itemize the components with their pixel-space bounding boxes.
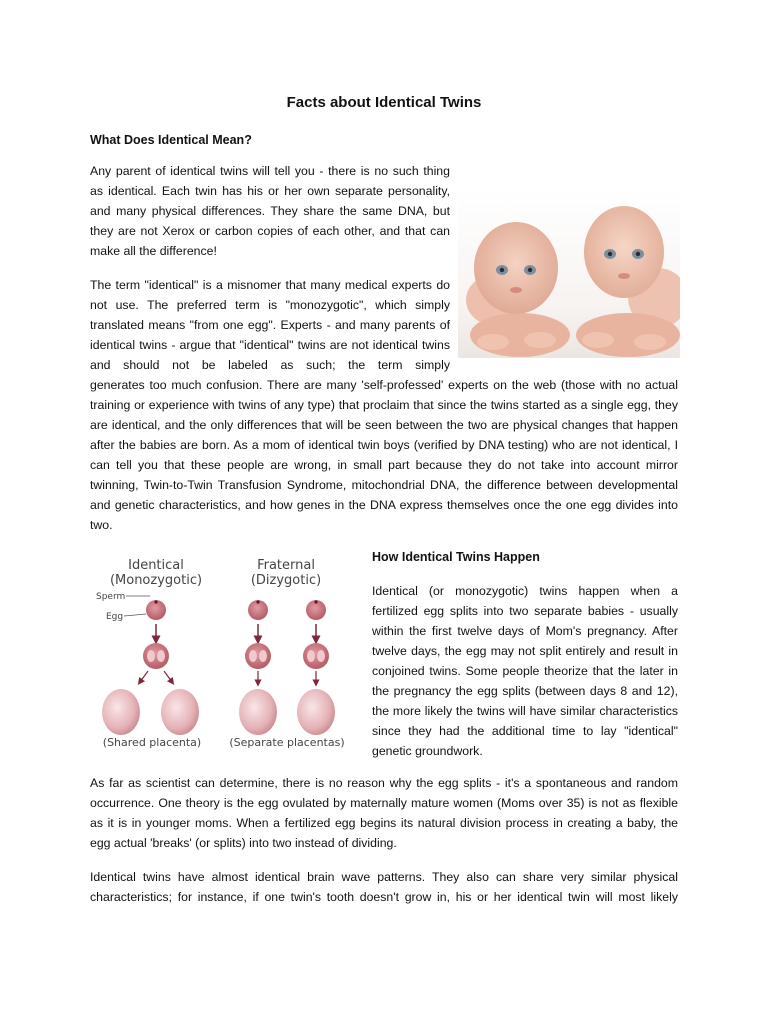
paragraph-parents: Any parent of identical twins will tell you - there is no such thing as identical. Each twin has his or her own separate personality, and many physical differences. They share the same DNA, but they are not Xerox or carbon copies of each other, and that can make all the difference! [90, 164, 450, 258]
paragraph-egg-splits: As far as scientist can determine, there is no reason why the egg splits - it's a spontaneous and random occurrence. One theory is the egg ovulated by maternally mature women (Moms over 35) is not as flexible as it is in younger moms. When a fertilized egg begins its natural division process in creating a baby, the egg actual 'breaks' (or splits) into two instead of dividing. [90, 776, 678, 850]
separate-placentas-caption: (Separate placentas) [229, 736, 345, 749]
identical-title: Identical [128, 558, 184, 573]
monozygotic-subtitle: (Monozygotic) [109, 573, 203, 588]
paragraph-misnomer-start: The term "identical" is a misnomer that many medical experts do not use. The preferred term is "monozygotic", which simply translated means "from one egg". Experts - and many parents of identical twins - argue that "identical" twins are not identical twins and should not be labeled as such; the term simply [90, 278, 450, 372]
identical-cell-right [157, 650, 165, 662]
paragraph-brain-waves: Identical twins have almost identical brain wave patterns. They also can share very similar physical characteristics; for instance, if one twin's tooth doesn't grow in, his or her identical twin will most likely [90, 870, 678, 904]
fraternal-dividing-egg-right [303, 643, 329, 669]
identical-cell-left [147, 650, 155, 662]
shared-placenta-left [102, 689, 140, 735]
fraternal-left-cell-b [259, 650, 267, 662]
separate-placenta-right [297, 689, 335, 735]
fraternal-right-cell-a [307, 650, 315, 662]
fraternal-sperm-right [314, 600, 317, 603]
shared-placenta-caption: (Shared placenta) [102, 736, 202, 749]
section-heading-how-twins-happen: How Identical Twins Happen [372, 550, 540, 564]
fraternal-right-cell-b [317, 650, 325, 662]
fraternal-dividing-egg-left [245, 643, 271, 669]
fraternal-sperm-left [256, 600, 259, 603]
twin-formation-diagram [88, 552, 358, 754]
identical-arrow-2a [140, 671, 148, 682]
identical-splitting-egg [143, 643, 169, 669]
fraternal-title: Fraternal [257, 558, 315, 573]
section-heading-identical-meaning: What Does Identical Mean? [90, 133, 252, 147]
identical-arrow-2b [164, 671, 172, 682]
paragraph-monozygotic: Identical (or monozygotic) twins happen when a fertilized egg splits into two separate babies - usually within the first twelve days of Mom's pregnancy. After twelve days, the egg may not split entirely and result in conjoined twins. Some people theorize that the later in the pregnancy the egg splits (between days 8 and 12), the more likely the twins will have similar characteristics since they had the additional time to lay "identical" genetic groundwork. [372, 584, 678, 758]
dizygotic-subtitle: (Dizygotic) [250, 573, 322, 588]
separate-placenta-left [239, 689, 277, 735]
page-title: Facts about Identical Twins [286, 94, 482, 111]
sperm-dot [154, 600, 157, 603]
twin-babies-photo [458, 190, 680, 358]
babies-illustration [458, 190, 680, 358]
sperm-label: Sperm [96, 592, 126, 602]
egg-pointer [124, 614, 146, 616]
fraternal-left-cell-a [249, 650, 257, 662]
paragraph-misnomer-continued: generates too much confusion. There are many 'self-professed' experts on the web (those with no actual training or experience with twins of any type) that proclaim that since the twins started as a single egg, they are identical, and the only differences that will be seen between the two are physical changes that happen after the babies are born. As a mom of identical twin boys (verified by DNA testing) who are not identical, I can tell you that these people are wrong, in small part because they do not take into account mirror twinning, Twin-to-Twin Transfusion Syndrome, mitochondrial DNA, the difference between developmental and genetic characteristics, and how genes in the DNA express themselves once the one egg divides into two. [90, 378, 678, 532]
shared-placenta-right [161, 689, 199, 735]
egg-label: Egg [106, 612, 124, 622]
